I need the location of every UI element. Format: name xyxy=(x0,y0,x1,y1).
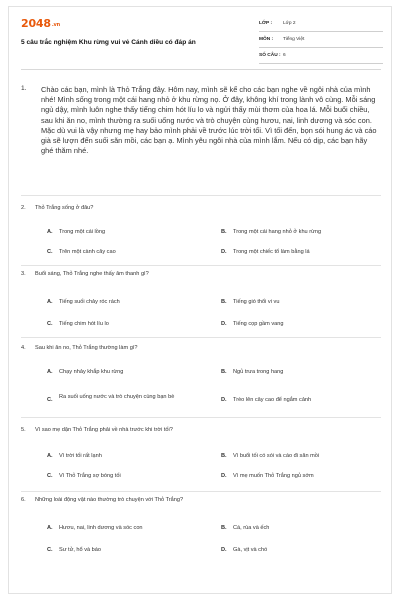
meta-value: Lớp 2 xyxy=(283,21,296,26)
passage-text: Chào các bạn, mình là Thỏ Trắng đây. Hôm nay, mình sẽ kể cho các bạn nghe về ngôi nhà của mình nhé! Mình sống trong một cái hang nhỏ ở khu rừng nọ. Ở đây, không khí trong lành vô cùng. Mỗi sáng ngủ dậy, mình luôn nghe thấy tiếng chim hót líu lo và ngửi thấy mùi thơm của hoa lá. Mỗi buổi chiều, sau khi ăn no, mình thường ra suối uống nước và trò chuyện cùng hươu, nai, linh dương và sóc con. Mặc dù vui là vậy nhưng mẹ hay bảo mình phải về trước lúc trời tối. Vì tối đến, bọn sói hung ác và cáo già sẽ lượn đến suối săn mồi, các bạn ạ. Mình yêu ngôi nhà của mình lắm. Nếu có dịp, các bạn hãy ghé thăm nhé. xyxy=(41,85,377,156)
question-text: Những loài động vật nào thường trò chuyện với Thỏ Trắng? xyxy=(35,497,184,503)
worksheet-meta xyxy=(259,19,383,67)
worksheet-header xyxy=(21,15,383,63)
option-letter: B. xyxy=(221,299,227,305)
meta-row-subject xyxy=(259,35,383,48)
question-header xyxy=(21,497,381,507)
section-divider xyxy=(21,265,381,266)
question-6 xyxy=(21,497,381,553)
logo-suffix-text: .vn xyxy=(51,22,60,28)
passage-number: 1. xyxy=(21,85,27,92)
question-text: Thỏ Trắng sống ở đâu? xyxy=(35,205,94,211)
option-letter: B. xyxy=(221,525,227,531)
question-5 xyxy=(21,427,381,479)
option-text: Tiếng cọp gầm vang xyxy=(233,321,284,327)
option-text: Trong một cái lồng xyxy=(59,229,106,235)
option-text: Tiếng gió thổi vi vu xyxy=(233,299,280,305)
meta-value: Tiếng Việt xyxy=(283,37,305,42)
option-text: Cá, rùa và ếch xyxy=(233,525,270,531)
option-text: Ra suối uống nước và trò chuyện cùng bạn bè xyxy=(59,394,175,400)
option-letter: A. xyxy=(47,229,53,235)
question-number: 6. xyxy=(21,497,26,503)
section-divider xyxy=(21,195,381,196)
option-letter: D. xyxy=(221,397,227,403)
option-letter: A. xyxy=(47,369,53,375)
option-text: Chạy nhảy khắp khu rừng xyxy=(59,369,124,375)
option-text: Trèo lên cây cao để ngắm cảnh xyxy=(233,397,312,403)
option-text: Hươu, nai, linh dương và sóc con xyxy=(59,525,143,531)
option-letter: D. xyxy=(221,547,227,553)
option-letter: C. xyxy=(47,321,53,327)
option-letter: A. xyxy=(47,453,53,459)
option-letter: D. xyxy=(221,321,227,327)
worksheet-page xyxy=(8,6,392,594)
reading-passage xyxy=(21,85,379,156)
section-divider xyxy=(21,417,381,418)
option-text: Ngủ trưa trong hang xyxy=(233,369,284,375)
section-divider xyxy=(21,491,381,492)
option-letter: A. xyxy=(47,525,53,531)
meta-row-class xyxy=(259,19,383,32)
logo-main-text: 2048 xyxy=(21,17,51,30)
option-letter: D. xyxy=(221,473,227,479)
option-text: Gà, vịt và chó xyxy=(233,547,268,553)
option-text: Vì trời tối rất lạnh xyxy=(59,453,102,459)
meta-value: 6 xyxy=(283,53,286,58)
option-text: Trong một cái hang nhỏ ở khu rừng xyxy=(233,229,322,235)
meta-label: MÔN : xyxy=(259,37,274,42)
question-text: Vì sao mẹ dặn Thỏ Trắng phải về nhà trước khi trời tối? xyxy=(35,427,173,433)
header-divider xyxy=(21,69,381,70)
question-number: 2. xyxy=(21,205,26,211)
meta-label: SỐ CÂU : xyxy=(259,53,281,58)
option-text: Trên một cành cây cao xyxy=(59,249,116,255)
option-text: Tiếng suối chảy róc rách xyxy=(59,299,120,305)
question-number: 4. xyxy=(21,345,26,351)
section-divider xyxy=(21,337,381,338)
option-letter: C. xyxy=(47,249,53,255)
option-text: Sư tử, hổ và báo xyxy=(59,547,102,553)
question-number: 3. xyxy=(21,271,26,277)
site-logo[interactable] xyxy=(21,17,60,30)
meta-row-question-count xyxy=(259,51,383,64)
question-4 xyxy=(21,345,381,403)
option-text: Trong một chiếc tổ làm bằng lá xyxy=(233,249,310,255)
worksheet-title: 5 câu trắc nghiệm Khu rừng vui vẻ Cánh diều có đáp án xyxy=(21,39,196,46)
option-letter: C. xyxy=(47,397,53,403)
option-letter: D. xyxy=(221,249,227,255)
question-header xyxy=(21,345,381,355)
option-text: Vì Thỏ Trắng sợ bóng tối xyxy=(59,473,121,479)
question-header xyxy=(21,427,381,437)
question-text: Buổi sáng, Thỏ Trắng nghe thấy âm thanh gì? xyxy=(35,271,149,277)
option-text: Tiếng chim hót líu lo xyxy=(59,321,109,327)
option-letter: C. xyxy=(47,547,53,553)
option-letter: B. xyxy=(221,453,227,459)
option-letter: A. xyxy=(47,299,53,305)
option-text: Vì mẹ muốn Thỏ Trắng ngủ sớm xyxy=(233,473,314,479)
question-header xyxy=(21,205,381,215)
option-text: Vì buổi tối có sói và cáo đi săn mồi xyxy=(233,453,320,459)
option-letter: C. xyxy=(47,473,53,479)
option-letter: B. xyxy=(221,369,227,375)
question-2 xyxy=(21,205,381,255)
option-letter: B. xyxy=(221,229,227,235)
meta-label: LỚP : xyxy=(259,21,273,26)
question-header xyxy=(21,271,381,281)
question-3 xyxy=(21,271,381,327)
question-number: 5. xyxy=(21,427,26,433)
question-text: Sau khi ăn no, Thỏ Trắng thường làm gì? xyxy=(35,345,138,351)
